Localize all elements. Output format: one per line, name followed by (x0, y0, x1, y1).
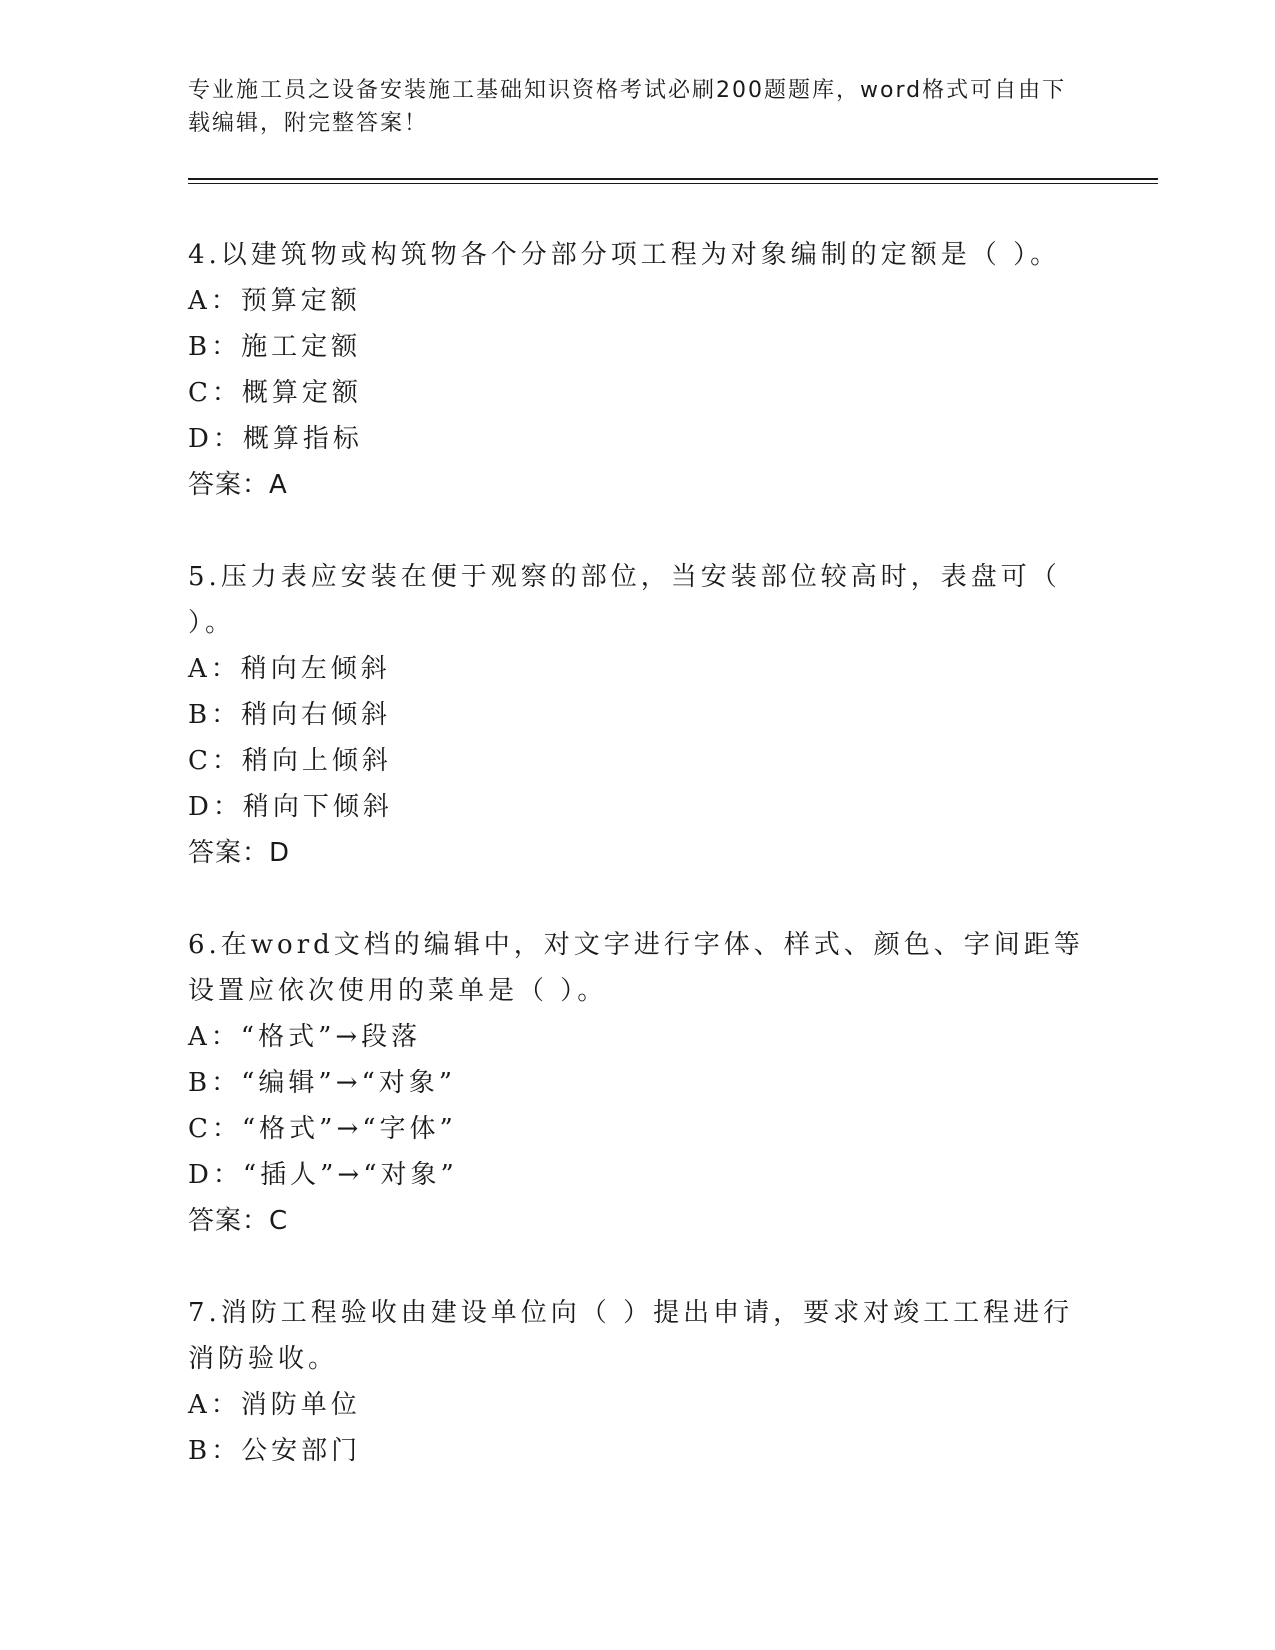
option-a: A：预算定额 (188, 286, 361, 316)
option-d: D：概算指标 (188, 424, 363, 454)
option-c: C：稍向上倾斜 (188, 746, 392, 776)
option-c: C：“格式”→“字体” (188, 1114, 457, 1144)
answer: 答案：A (188, 470, 288, 500)
answer: 答案：C (188, 1206, 289, 1236)
header-divider-thick (188, 178, 1158, 180)
option-b: B：公安部门 (188, 1436, 362, 1466)
document-header: 专业施工员之设备安装施工基础知识资格考试必刷200题题库，word格式可自由下载编辑，附完整答案！ (188, 78, 1067, 136)
question-5 (188, 554, 1088, 876)
option-c: C：概算定额 (188, 378, 362, 408)
option-b: B：“编辑”→“对象” (188, 1068, 457, 1098)
option-d: D：稍向下倾斜 (188, 792, 393, 822)
option-d: D：“插人”→“对象” (188, 1160, 458, 1190)
question-4 (188, 232, 1088, 508)
question-7 (188, 1290, 1088, 1474)
answer: 答案：D (188, 838, 291, 868)
question-stem: 7.消防工程验收由建设单位向（ ）提出申请，要求对竣工工程进行消防验收。 (188, 1298, 1074, 1374)
question-stem: 4.以建筑物或构筑物各个分部分项工程为对象编制的定额是（ ）。 (188, 240, 1061, 270)
question-stem: 6.在word文档的编辑中，对文字进行字体、样式、颜色、字间距等设置应依次使用的菜单是（ ）。 (188, 930, 1084, 1006)
option-b: B：稍向右倾斜 (188, 700, 392, 730)
header-divider-thin (188, 183, 1158, 184)
question-list (188, 232, 1088, 1474)
option-b: B：施工定额 (188, 332, 362, 362)
option-a: A：消防单位 (188, 1390, 361, 1420)
question-stem: 5.压力表应安装在便于观察的部位，当安装部位较高时，表盘可（ ）。 (188, 562, 1061, 638)
option-a: A：稍向左倾斜 (188, 654, 391, 684)
question-6 (188, 922, 1088, 1244)
option-a: A：“格式”→段落 (188, 1022, 422, 1052)
